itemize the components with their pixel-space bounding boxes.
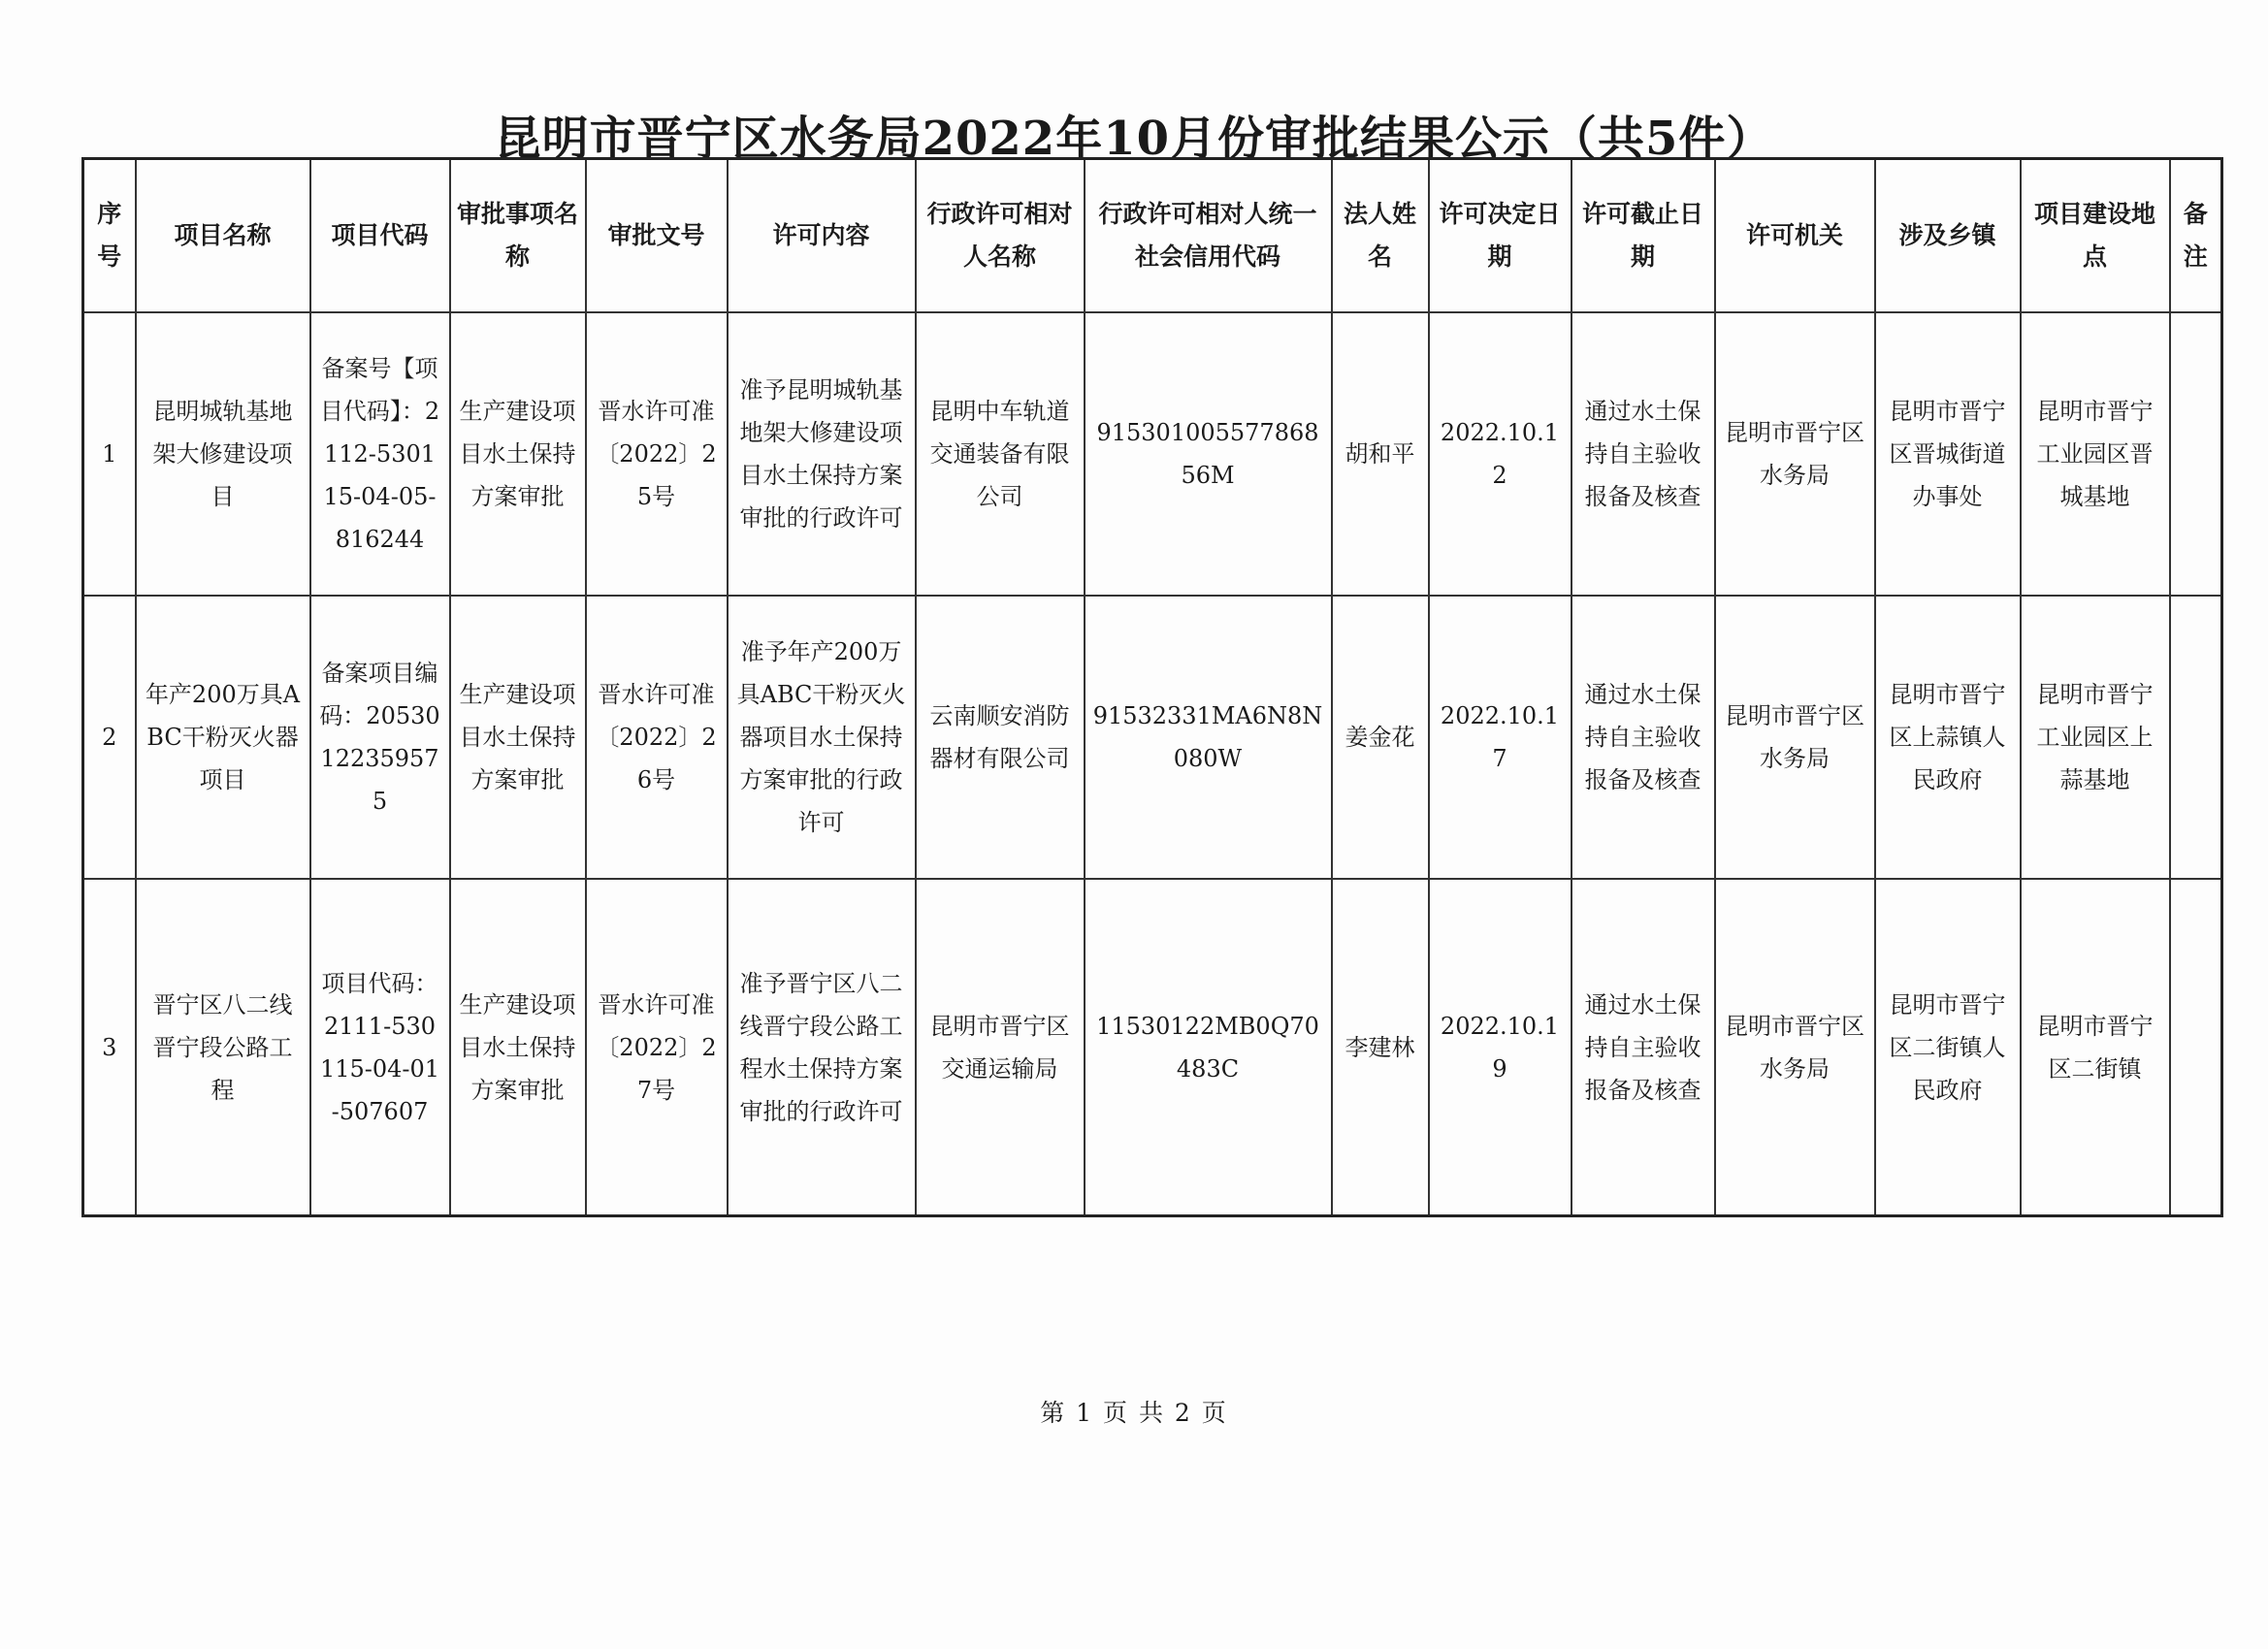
cell-authority: 昆明市晋宁区水务局	[1715, 312, 1875, 596]
header-authority: 许可机关	[1715, 159, 1875, 313]
cell-decision-date: 2022.10.19	[1429, 879, 1571, 1216]
cell-legal-person: 姜金花	[1332, 596, 1429, 879]
cell-remark	[2170, 596, 2222, 879]
cell-project-code: 备案项目编码：20530122359575	[310, 596, 450, 879]
header-no: 序号	[83, 159, 136, 313]
cell-counterpart: 云南顺安消防器材有限公司	[916, 596, 1085, 879]
cell-approval-item: 生产建设项目水土保持方案审批	[450, 879, 586, 1216]
cell-project-code: 备案号【项目代码】：2112-530115-04-05-816244	[310, 312, 450, 596]
cell-deadline: 通过水土保持自主验收报备及核查	[1571, 879, 1715, 1216]
header-credit-code: 行政许可相对人统一社会信用代码	[1085, 159, 1332, 313]
cell-counterpart: 昆明市晋宁区交通运输局	[916, 879, 1085, 1216]
cell-content: 准予昆明城轨基地架大修建设项目水土保持方案审批的行政许可	[728, 312, 916, 596]
table-row	[83, 312, 2222, 596]
cell-project-name: 昆明城轨基地架大修建设项目	[136, 312, 310, 596]
cell-town: 昆明市晋宁区晋城街道办事处	[1875, 312, 2021, 596]
cell-town: 昆明市晋宁区上蒜镇人民政府	[1875, 596, 2021, 879]
cell-project-code: 项目代码：2111-530115-04-01-507607	[310, 879, 450, 1216]
table-row	[83, 879, 2222, 1216]
cell-authority: 昆明市晋宁区水务局	[1715, 879, 1875, 1216]
header-deadline: 许可截止日期	[1571, 159, 1715, 313]
cell-decision-date: 2022.10.17	[1429, 596, 1571, 879]
cell-deadline: 通过水土保持自主验收报备及核查	[1571, 596, 1715, 879]
cell-no: 2	[83, 596, 136, 879]
cell-deadline: 通过水土保持自主验收报备及核查	[1571, 312, 1715, 596]
cell-authority: 昆明市晋宁区水务局	[1715, 596, 1875, 879]
cell-credit-code: 91530100557786856M	[1085, 312, 1332, 596]
cell-location: 昆明市晋宁工业园区上蒜基地	[2021, 596, 2170, 879]
cell-project-name: 晋宁区八二线晋宁段公路工程	[136, 879, 310, 1216]
cell-remark	[2170, 879, 2222, 1216]
cell-credit-code: 91532331MA6N8N080W	[1085, 596, 1332, 879]
cell-location: 昆明市晋宁区二街镇	[2021, 879, 2170, 1216]
cell-project-name: 年产200万具ABC干粉灭火器项目	[136, 596, 310, 879]
cell-content: 准予年产200万具ABC干粉灭火器项目水土保持方案审批的行政许可	[728, 596, 916, 879]
header-approval-item: 审批事项名称	[450, 159, 586, 313]
cell-remark	[2170, 312, 2222, 596]
header-project-name: 项目名称	[136, 159, 310, 313]
cell-credit-code: 11530122MB0Q70483C	[1085, 879, 1332, 1216]
cell-content: 准予晋宁区八二线晋宁段公路工程水土保持方案审批的行政许可	[728, 879, 916, 1216]
cell-location: 昆明市晋宁工业园区晋城基地	[2021, 312, 2170, 596]
cell-doc-no: 晋水许可准〔2022〕25号	[586, 312, 728, 596]
table-header-row	[83, 159, 2222, 313]
cell-approval-item: 生产建设项目水土保持方案审批	[450, 312, 586, 596]
header-content: 许可内容	[728, 159, 916, 313]
header-remark: 备注	[2170, 159, 2222, 313]
header-location: 项目建设地点	[2021, 159, 2170, 313]
cell-no: 1	[83, 312, 136, 596]
header-counterpart: 行政许可相对人名称	[916, 159, 1085, 313]
cell-doc-no: 晋水许可准〔2022〕27号	[586, 879, 728, 1216]
cell-decision-date: 2022.10.12	[1429, 312, 1571, 596]
cell-legal-person: 胡和平	[1332, 312, 1429, 596]
header-decision-date: 许可决定日期	[1429, 159, 1571, 313]
table-row	[83, 596, 2222, 879]
cell-legal-person: 李建林	[1332, 879, 1429, 1216]
cell-approval-item: 生产建设项目水土保持方案审批	[450, 596, 586, 879]
cell-no: 3	[83, 879, 136, 1216]
header-town: 涉及乡镇	[1875, 159, 2021, 313]
header-legal-person: 法人姓名	[1332, 159, 1429, 313]
cell-counterpart: 昆明中车轨道交通装备有限公司	[916, 312, 1085, 596]
header-doc-no: 审批文号	[586, 159, 728, 313]
cell-doc-no: 晋水许可准〔2022〕26号	[586, 596, 728, 879]
header-project-code: 项目代码	[310, 159, 450, 313]
approval-table-container	[81, 157, 2220, 1217]
cell-town: 昆明市晋宁区二街镇人民政府	[1875, 879, 2021, 1216]
page-title: 昆明市晋宁区水务局2022年10月份审批结果公示（共5件）	[494, 112, 1774, 166]
approval-results-table	[81, 157, 2223, 1217]
page-number-footer: 第 1 页 共 2 页	[1040, 1399, 1228, 1427]
